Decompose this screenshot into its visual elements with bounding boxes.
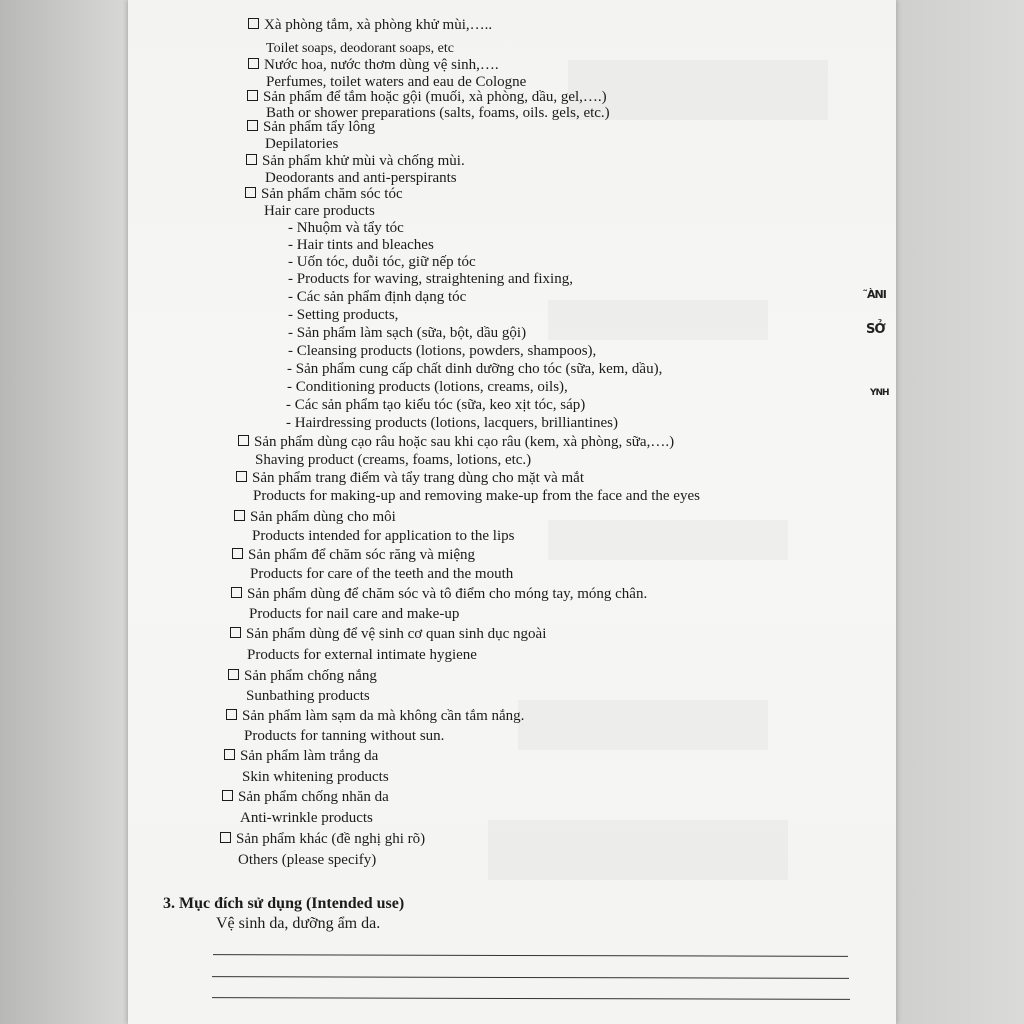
- checkbox[interactable]: [234, 510, 245, 521]
- category-english: Shaving product (creams, foams, lotions, etc.): [255, 452, 532, 468]
- category-item: Sản phẩm chống nhăn da: [222, 790, 389, 805]
- bleed-through-mark: [548, 300, 768, 340]
- checkbox[interactable]: [220, 832, 231, 843]
- category-english: Products for making-up and removing make-up from the face and the eyes: [253, 488, 700, 504]
- checkbox[interactable]: [226, 709, 237, 720]
- answer-line: [213, 954, 848, 957]
- category-english: Products for tanning without sun.: [244, 728, 445, 744]
- category-item: Sản phẩm làm sạm da mà không cần tắm nắng.: [226, 709, 524, 724]
- hair-care-subitem: - Hairdressing products (lotions, lacquers, brilliantines): [286, 415, 619, 431]
- category-english: Bath or shower preparations (salts, foams, oils. gels, etc.): [266, 105, 610, 121]
- category-english: Others (please specify): [238, 852, 377, 868]
- category-item: Sản phẩm để tắm hoặc gội (muối, xà phòng, dầu, gel,….): [247, 90, 607, 105]
- category-item: Sản phẩm tẩy lông: [247, 120, 375, 135]
- checkbox[interactable]: [246, 154, 257, 165]
- category-item: Sản phẩm dùng cho môi: [234, 510, 396, 525]
- answer-line: [212, 997, 850, 1000]
- hair-care-subitem: - Uốn tóc, duỗi tóc, giữ nếp tóc: [288, 254, 476, 270]
- category-item: Sản phẩm chăm sóc tóc: [245, 187, 403, 202]
- checkbox[interactable]: [231, 587, 242, 598]
- hair-care-subitem: - Sản phẩm làm sạch (sữa, bột, dầu gội): [288, 325, 527, 341]
- category-item: Xà phòng tắm, xà phòng khử mùi,…..: [248, 18, 492, 33]
- hair-care-subitem: - Setting products,: [288, 307, 399, 323]
- checkbox[interactable]: [238, 435, 249, 446]
- category-item: Sản phẩm để chăm sóc răng và miệng: [232, 548, 475, 563]
- category-english: Products for care of the teeth and the mouth: [250, 566, 514, 582]
- stamp-edge-mark: SỞ: [866, 322, 885, 337]
- bleed-through-mark: [518, 700, 768, 750]
- category-item: Sản phẩm dùng để vệ sinh cơ quan sinh dục ngoài: [230, 627, 546, 642]
- hair-care-subitem: - Nhuộm và tẩy tóc: [288, 220, 404, 236]
- category-item: Sản phẩm khác (đề nghị ghi rõ): [220, 832, 425, 847]
- category-english: Deodorants and anti-perspirants: [265, 170, 457, 186]
- category-english: Products for nail care and make-up: [249, 606, 460, 622]
- category-item: Sản phẩm chống nắng: [228, 669, 377, 684]
- category-english: Anti-wrinkle products: [240, 810, 373, 826]
- checkbox[interactable]: [236, 471, 247, 482]
- category-english: Products for external intimate hygiene: [247, 647, 477, 663]
- section-title: 3. Mục đích sử dụng (Intended use): [163, 895, 405, 912]
- category-english: Perfumes, toilet waters and eau de Cologne: [266, 74, 527, 90]
- category-english: Sunbathing products: [246, 688, 370, 704]
- checkbox[interactable]: [224, 749, 235, 760]
- hair-care-subitem: - Products for waving, straightening and fixing,: [288, 271, 573, 287]
- hair-care-subitem: - Sản phẩm cung cấp chất dinh dưỡng cho tóc (sữa, kem, dầu),: [287, 361, 663, 377]
- document-page: [128, 0, 896, 1024]
- category-item: Sản phẩm trang điểm và tẩy trang dùng cho mặt và mắt: [236, 471, 584, 486]
- category-item: Sản phẩm dùng cạo râu hoặc sau khi cạo râu (kem, xà phòng, sữa,….): [238, 435, 674, 450]
- hair-care-subitem: - Các sản phẩm định dạng tóc: [288, 289, 467, 305]
- checkbox[interactable]: [228, 669, 239, 680]
- category-english: Hair care products: [264, 203, 375, 219]
- hair-care-subitem: - Hair tints and bleaches: [288, 237, 434, 253]
- category-item: Nước hoa, nước thơm dùng vệ sinh,….: [248, 58, 499, 73]
- stamp-edge-mark: ̃ÀNI: [868, 288, 886, 301]
- checkbox[interactable]: [245, 187, 256, 198]
- checkbox[interactable]: [247, 120, 258, 131]
- checkbox[interactable]: [230, 627, 241, 638]
- stamp-edge-mark: YNH: [870, 388, 889, 398]
- answer-line: [212, 976, 849, 979]
- category-english: Products intended for application to the lips: [252, 528, 515, 544]
- hair-care-subitem: - Các sản phẩm tạo kiểu tóc (sữa, keo xịt tóc, sáp): [286, 397, 586, 413]
- hair-care-subitem: - Cleansing products (lotions, powders, shampoos),: [288, 343, 597, 359]
- bleed-through-mark: [488, 820, 788, 880]
- intended-use-answer: Vệ sinh da, dưỡng ẩm da.: [216, 915, 381, 932]
- checkbox[interactable]: [248, 58, 259, 69]
- category-english: Toilet soaps, deodorant soaps, etc: [266, 41, 454, 56]
- checkbox[interactable]: [222, 790, 233, 801]
- bleed-through-mark: [548, 520, 788, 560]
- background-left: [0, 0, 130, 1024]
- category-item: Sản phẩm làm trắng da: [224, 749, 378, 764]
- category-item: Sản phẩm khử mùi và chống mùi.: [246, 154, 465, 169]
- hair-care-subitem: - Conditioning products (lotions, creams, oils),: [287, 379, 568, 395]
- checkbox[interactable]: [232, 548, 243, 559]
- category-english: Depilatories: [265, 136, 339, 152]
- category-english: Skin whitening products: [242, 769, 389, 785]
- category-item: Sản phẩm dùng để chăm sóc và tô điểm cho móng tay, móng chân.: [231, 587, 647, 602]
- background-right: [895, 0, 1024, 1024]
- checkbox[interactable]: [247, 90, 258, 101]
- checkbox[interactable]: [248, 18, 259, 29]
